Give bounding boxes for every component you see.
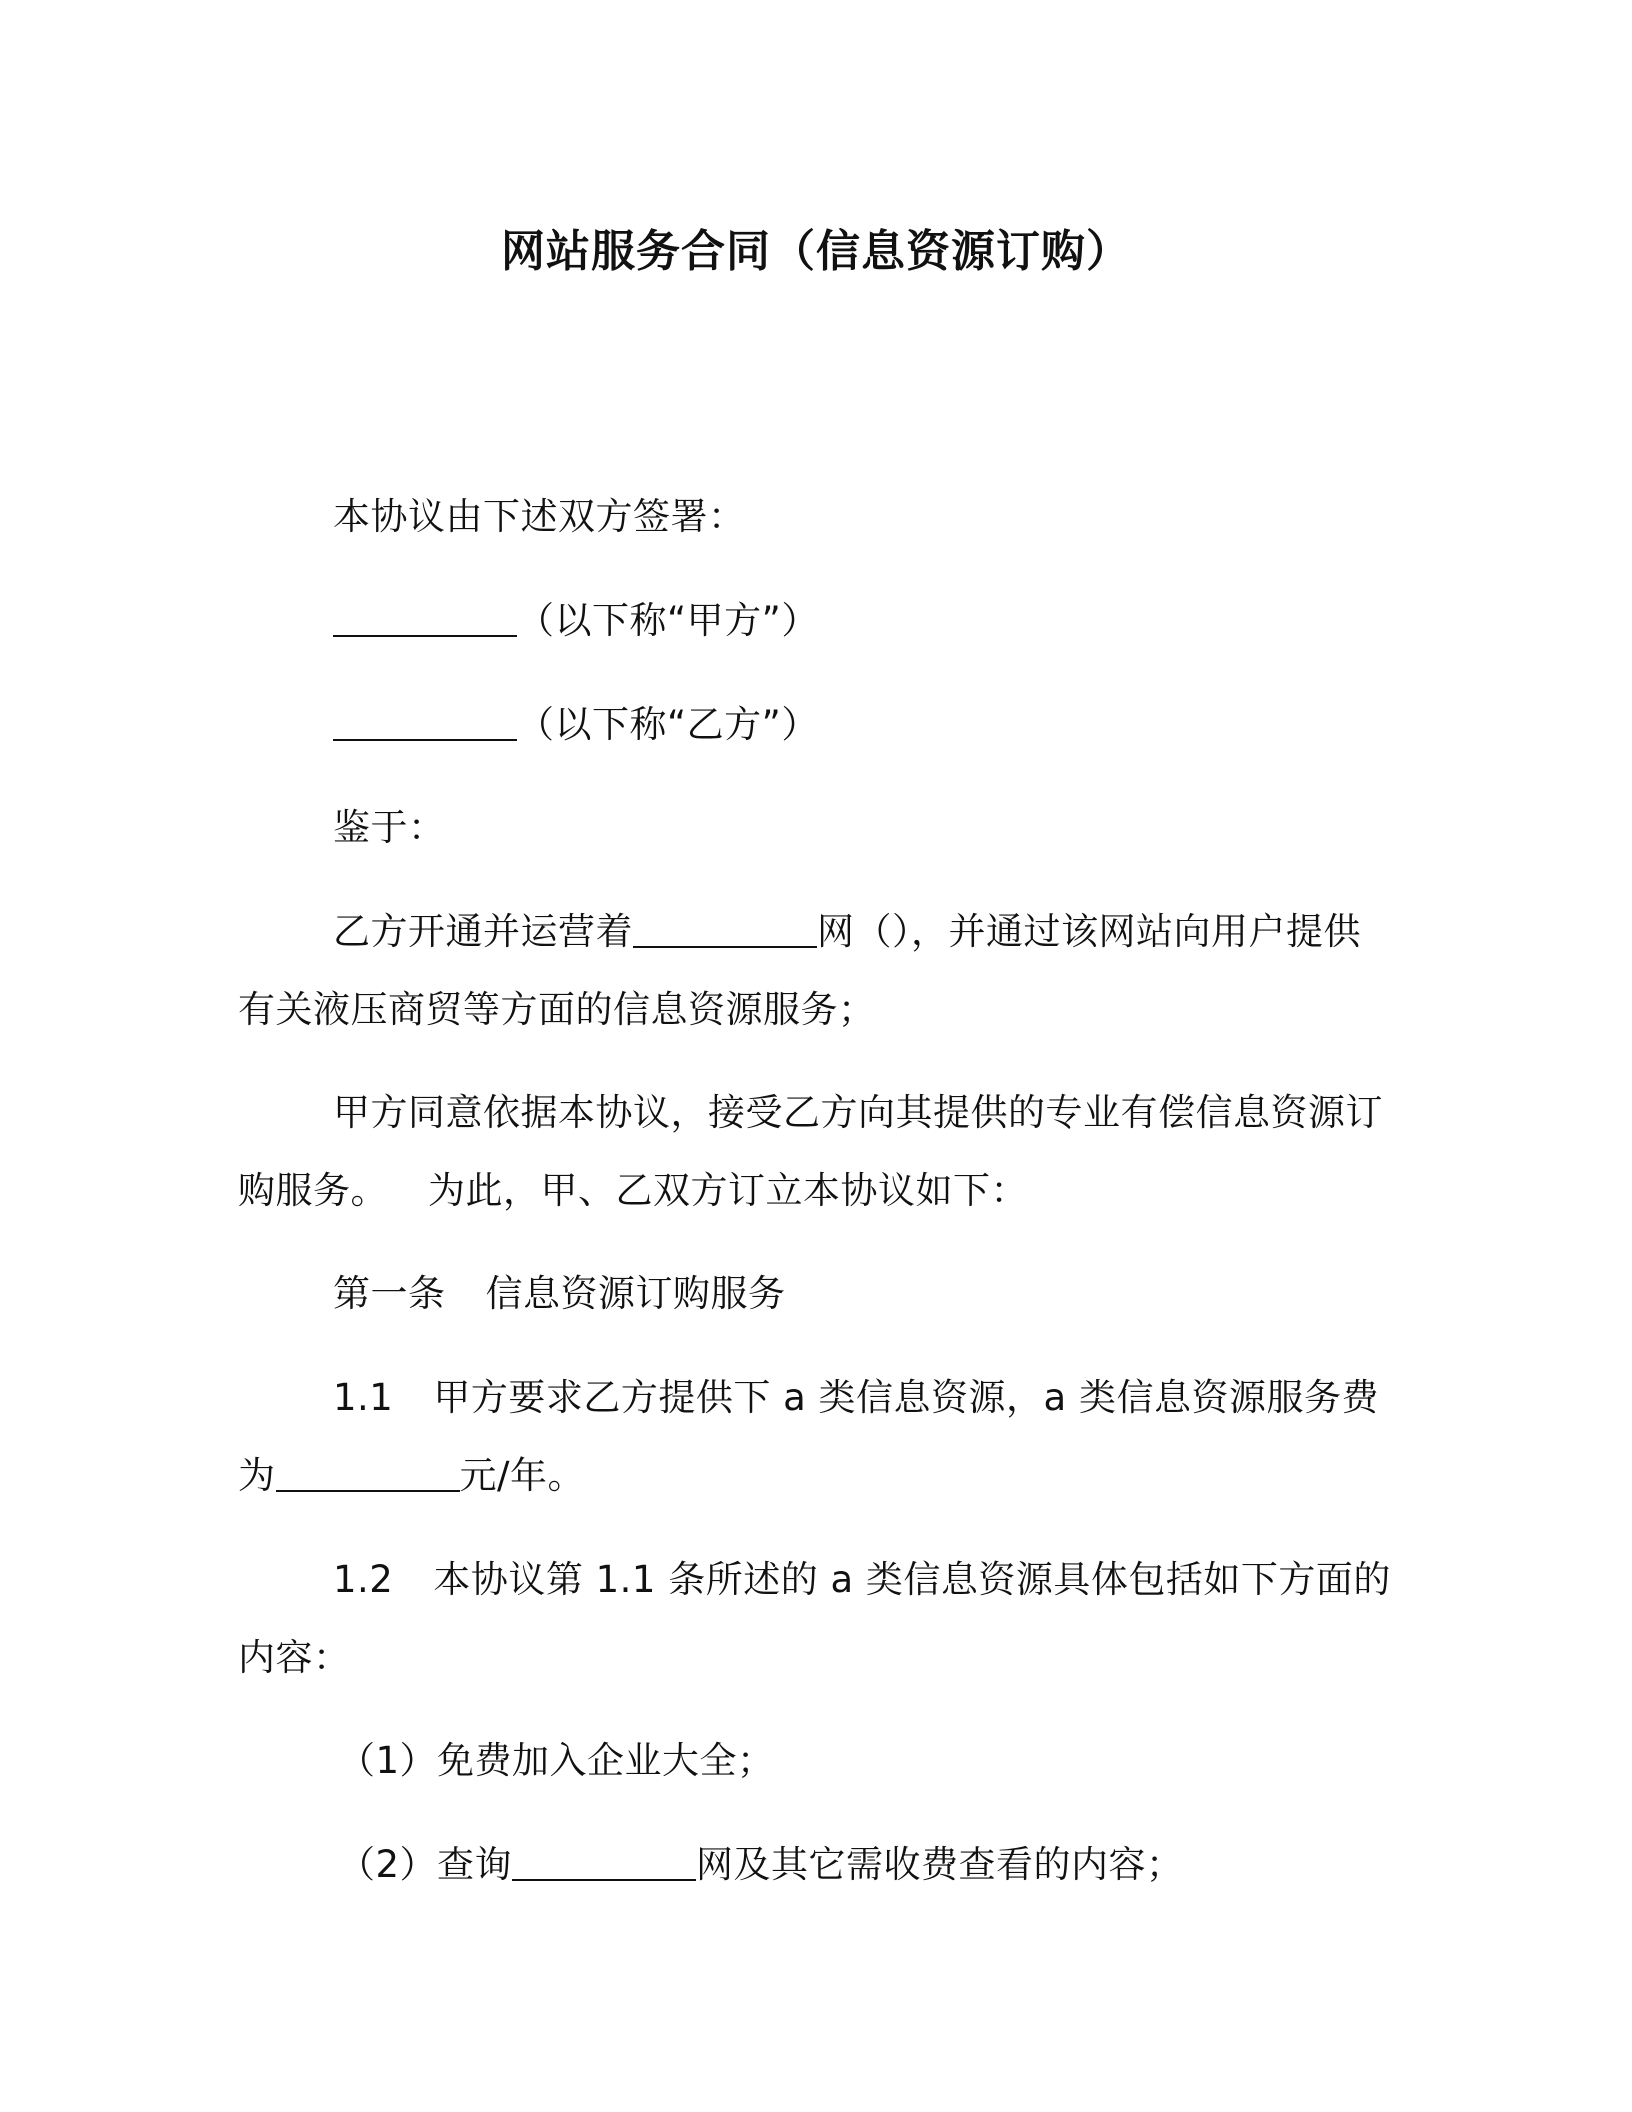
clause-1-1-text: 甲方要求乙方提供下 a 类信息资源，a 类信息资源服务费 [433,1376,1379,1419]
para1-prefix: 乙方开通并运营着 [333,910,633,953]
article-1-number: 第一条 [333,1272,446,1315]
clause-1-2-text: 本协议第 1.1 条所述的 a 类信息资源具体包括如下方面的 [433,1558,1391,1601]
query-site-blank [512,1845,696,1881]
clause-1-1-line2-prefix: 为 [238,1454,276,1497]
clause-1-2-line2: 内容： [238,1636,351,1679]
party-a-line [333,596,819,646]
party-a-blank [333,601,517,637]
article-1-title: 信息资源订购服务 [485,1272,786,1315]
para2-line2 [238,1166,1028,1216]
list-item-2-suffix: 网及其它需收费查看的内容； [696,1843,1184,1886]
list-item-1: （1）免费加入企业大全； [338,1739,775,1782]
para1-suffix: 网（），并通过该网站向用户提供 [817,910,1361,953]
party-a-label: （以下称“甲方”） [517,599,819,642]
clause-1-1-line1 [333,1373,1379,1423]
para2-line1: 甲方同意依据本协议，接受乙方向其提供的专业有偿信息资源订 [333,1091,1383,1134]
clause-1-2-number: 1.2 [333,1558,394,1601]
clause-1-1-number: 1.1 [333,1376,394,1419]
party-b-label: （以下称“乙方”） [517,703,819,746]
party-b-line [333,700,819,750]
para1-line1 [333,907,1361,957]
clause-1-2-line1 [333,1555,1391,1605]
list-item-2-prefix: （2）查询 [338,1843,513,1886]
whereas-line: 鉴于： [333,806,446,849]
para1-line2: 有关液压商贸等方面的信息资源服务； [238,988,876,1031]
intro-line: 本协议由下述双方签署： [333,495,746,538]
para2-line2-part2: 为此，甲、乙双方订立本协议如下： [428,1169,1028,1212]
document-title: 网站服务合同（信息资源订购） [501,226,1131,277]
list-item-2 [338,1840,1184,1890]
para2-line2-part1: 购服务。 [238,1169,388,1212]
party-b-blank [333,705,517,741]
clause-1-1-line2 [238,1451,585,1501]
service-fee-blank [276,1456,460,1492]
website-name-blank [633,912,817,948]
article-1-heading [333,1269,786,1319]
clause-1-1-line2-suffix: 元/年。 [459,1454,585,1497]
